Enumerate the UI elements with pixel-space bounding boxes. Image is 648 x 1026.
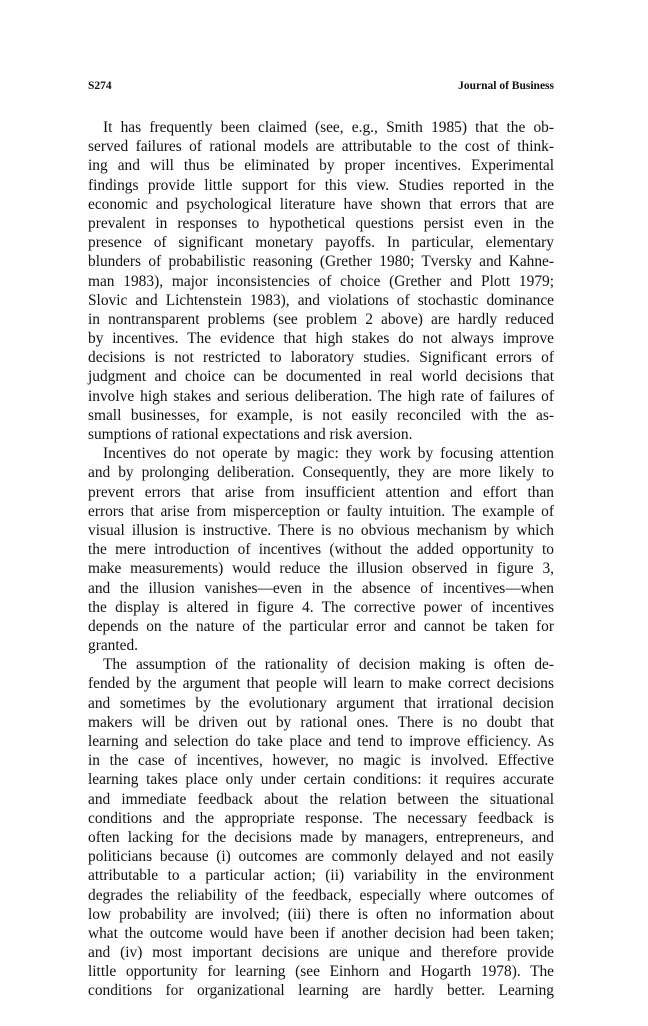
text-line: conditions and the appropriate response. The necessary feedback is bbox=[88, 809, 554, 827]
text-line: makers will be driven out by rational ones. There is no doubt that bbox=[88, 713, 554, 731]
paragraph-1 bbox=[88, 118, 554, 444]
text-line: attributable to a particular action; (ii) variability in the environment bbox=[88, 867, 554, 885]
text-line: the mere introduction of incentives (without the added opportunity to bbox=[88, 541, 554, 559]
text-line: small businesses, for example, is not easily reconciled with the as- bbox=[88, 406, 554, 424]
text-line: politicians because (i) outcomes are commonly delayed and not easily bbox=[88, 848, 554, 866]
text-line: prevent errors that arise from insufficient attention and effort than bbox=[88, 483, 554, 501]
text-line: little opportunity for learning (see Einhorn and Hogarth 1978). The bbox=[88, 963, 554, 981]
journal-title: Journal of Business bbox=[458, 80, 554, 92]
text-line: economic and psychological literature have shown that errors that are bbox=[88, 195, 554, 213]
text-line: granted. bbox=[88, 637, 138, 655]
text-line: learning and selection do take place and tend to improve efficiency. As bbox=[88, 733, 554, 750]
text-line: and immediate feedback about the relation between the situational bbox=[88, 790, 554, 808]
text-line: depends on the nature of the particular error and cannot be taken for bbox=[88, 617, 554, 635]
text-line: the display is altered in figure 4. The corrective power of incentives bbox=[88, 598, 554, 616]
text-line: ing and will thus be eliminated by proper incentives. Experimental bbox=[88, 157, 554, 175]
text-line: low probability are involved; (iii) there is often no information about bbox=[88, 905, 554, 923]
text-line: sumptions of rational expectations and risk aversion. bbox=[88, 426, 413, 443]
paragraph-3 bbox=[88, 655, 554, 1000]
text-line: learning takes place only under certain conditions: it requires accurate bbox=[88, 771, 554, 789]
text-line: The assumption of the rationality of decision making is often de- bbox=[103, 656, 554, 674]
paragraph-2 bbox=[88, 444, 554, 655]
text-line: presence of significant monetary payoffs. In particular, elementary bbox=[88, 234, 554, 252]
text-line: served failures of rational models are attributable to the cost of think- bbox=[88, 138, 554, 156]
text-line: and sometimes by the evolutionary argument that irrational decision bbox=[88, 694, 554, 712]
text-line: Incentives do not operate by magic: they work by focusing attention bbox=[103, 445, 554, 463]
text-line: Slovic and Lichtenstein 1983), and violations of stochastic dominance bbox=[88, 291, 554, 309]
page-number: S274 bbox=[88, 80, 112, 92]
text-line: prevalent in responses to hypothetical questions persist even in the bbox=[88, 214, 554, 232]
text-line: by incentives. The evidence that high stakes do not always improve bbox=[88, 330, 554, 348]
text-line: findings provide little support for this view. Studies reported in the bbox=[88, 176, 554, 194]
text-line: and the illusion vanishes—even in the absence of incentives—when bbox=[88, 579, 554, 597]
body-text bbox=[88, 118, 554, 1001]
text-line: make measurements) would reduce the illusion observed in figure 3, bbox=[88, 560, 554, 578]
text-line: and by prolonging deliberation. Consequently, they are more likely to bbox=[88, 464, 554, 482]
text-line: in nontransparent problems (see problem 2 above) are hardly reduced bbox=[88, 310, 554, 328]
text-line: errors that arise from misperception or faulty intuition. The example of bbox=[88, 502, 554, 520]
text-line: judgment and choice can be documented in real world decisions that bbox=[88, 368, 554, 386]
text-line: degrades the reliability of the feedback, especially where outcomes of bbox=[88, 886, 554, 904]
text-line: and (iv) most important decisions are unique and therefore provide bbox=[88, 944, 554, 962]
text-line: conditions for organizational learning are hardly better. Learning bbox=[88, 982, 554, 1000]
text-line: It has frequently been claimed (see, e.g., Smith 1985) that the ob- bbox=[103, 119, 554, 136]
text-line: what the outcome would have been if another decision had been taken; bbox=[88, 924, 554, 942]
text-line: in the case of incentives, however, no magic is involved. Effective bbox=[88, 752, 554, 770]
text-line: man 1983), major inconsistencies of choice (Grether and Plott 1979; bbox=[88, 272, 554, 290]
text-line: blunders of probabilistic reasoning (Grether 1980; Tversky and Kahne- bbox=[88, 253, 554, 271]
text-line: involve high stakes and serious deliberation. The high rate of failures of bbox=[88, 387, 554, 405]
text-line: visual illusion is instructive. There is no obvious mechanism by which bbox=[88, 521, 554, 539]
running-header bbox=[88, 80, 554, 98]
text-line: decisions is not restricted to laboratory studies. Significant errors of bbox=[88, 349, 554, 367]
text-line: often lacking for the decisions made by managers, entrepreneurs, and bbox=[88, 828, 554, 846]
text-line: fended by the argument that people will learn to make correct decisions bbox=[88, 675, 554, 693]
